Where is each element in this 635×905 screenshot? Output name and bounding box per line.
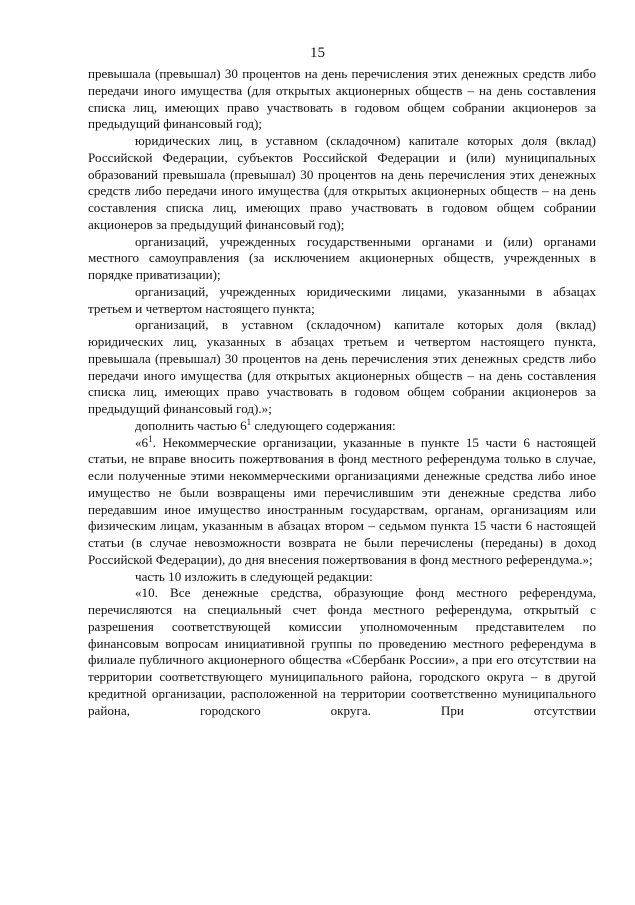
part-6-1-number: «6	[135, 434, 149, 450]
paragraph-part-10: «10. Все денежные средства, образующие фонд местного референдума, перечисляются на специальный счет фонда местного референдума, открытый с разрешения соответствующей комиссии уполномоченным представителем по финансовым вопросам инициативной группы по проведению местного референдума в филиале публичного акционерного общества «Сбербанк России», а при его отсутствии на территории соответствующего муниципального района, городского округа – в другой кредитной организации, расположенной на территории соответственно муниципального района, городского округа. При отсутствии	[88, 585, 596, 718]
part-6-1-superscript: 1	[148, 433, 153, 444]
supplement-intro-superscript: 1	[246, 416, 252, 427]
page-number: 15	[310, 45, 325, 61]
supplement-intro-tail: следующего содержания:	[251, 417, 396, 433]
paragraph-part-6-1	[88, 435, 596, 569]
paragraph-founded-organizations: организаций, учрежденных юридическими лицами, указанными в абзацах третьем и четвертом настоящего пункта;	[88, 283, 596, 316]
paragraph-share-organizations: организаций, в уставном (складочном) капитале которых доля (вклад) юридических лиц, указанных в абзацах третьем и четвертом настоящего пункта, превышала (превышал) 30 процентов на день перечисления этих денежных средств либо передачи иного имущества (для открытых акционерных обществ – на день составления списка лиц, имеющих право участвовать в годовом общем собрании акционеров за предыдущий финансовый год).»;	[88, 317, 596, 416]
paragraph-state-organizations: организаций, учрежденных государственными органами и (или) органами местного самоуправления (за исключением акционерных обществ, учрежденных в порядке приватизации);	[88, 233, 596, 282]
part-6-1-text: . Некоммерческие организации, указанные в пункте 15 части 6 настоящей статьи, не вправе вносить пожертвования в фонд местного референдума только в случае, если полученные этими некоммерческими организациями денежные средства либо иное имущество не были возвращены ими перечислившим эти денежные средства либо передавшим иное имущество иностранным государствам, органам, организациям или физическим лицам, указанным в абзацах втором – седьмом пункта 15 части 6 настоящей статьи (в случае невозможности возврата не были перечислены (переданы) в доход Российской Федерации), до дня внесения пожертвования в фонд местного референдума.»;	[88, 434, 596, 567]
paragraph-continuation: превышала (превышал) 30 процентов на день перечисления этих денежных средств либо передачи иного имущества (для открытых акционерных обществ – на день составления списка лиц, имеющих право участвовать в годовом общем собрании акционеров за предыдущий финансовый год);	[88, 66, 596, 132]
paragraph-part-10-intro: часть 10 изложить в следующей редакции:	[135, 568, 373, 584]
paragraph-supplement-intro	[88, 418, 596, 435]
document-body	[88, 66, 596, 719]
supplement-intro-text: дополнить частью 6	[135, 417, 247, 433]
paragraph-legal-entities: юридических лиц, в уставном (складочном) капитале которых доля (вклад) Российской Федерации, субъектов Российской Федерации и (или) муниципальных образований превышала (превышал) 30 процентов на день перечисления этих денежных средств либо передачи иного имущества (для открытых акционерных обществ – на день составления списка лиц, имеющих право участвовать в годовом общем собрании акционеров за предыдущий финансовый год);	[88, 133, 596, 232]
